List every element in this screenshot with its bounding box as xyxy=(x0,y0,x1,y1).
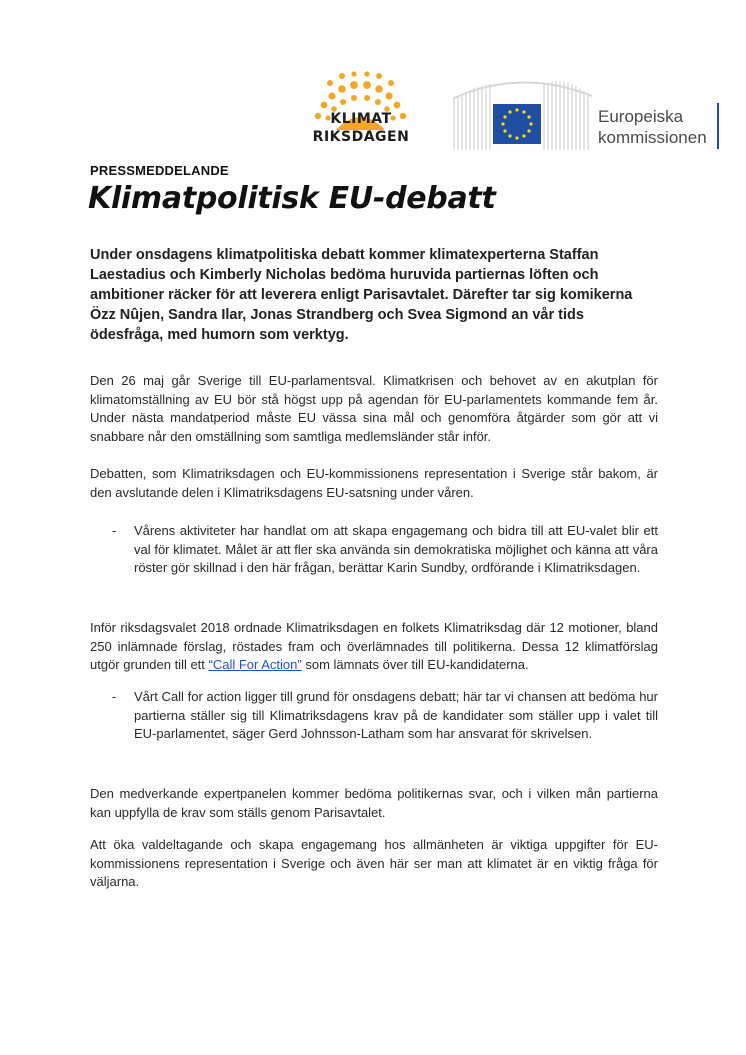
bullet-dash: - xyxy=(112,523,117,538)
bullet-dash: - xyxy=(112,689,117,704)
header-logos xyxy=(300,48,720,158)
lead-paragraph: Under onsdagens klimatpolitiska debatt kommer klimatexperterna Staffan Laestadius och Kimberly Nicholas bedöma huruvida partiernas löften och ambitioner räcker för att leverera enligt Parisavtalet. Därefter tar sig komikerna Özz Nûjen, Sandra Ilar, Jonas Strandberg och Svea Sigmond an vår tids ödesfråga, med humorn som verktyg. xyxy=(90,247,633,343)
body-paragraph-5: Att öka valdeltagande och skapa engagemang hos allmänheten är viktiga uppgifter för EU-kommissionens representation i Sverige och även här ser man att klimatet är en viktig fråga för väljarna. xyxy=(90,837,658,889)
quote-text-2: Vårt Call for action ligger till grund för onsdagens debatt; här tar vi chansen att bedöma hur partierna ställer sig till Klimatriksdagens krav på de kandidater som ställer upp i valet till EU-parlamentet, säger Gerd Johnsson-Latham som har ansvarat för skrivelsen. xyxy=(134,689,658,741)
press-release-kicker: PRESSMEDDELANDE xyxy=(90,163,229,178)
ec-divider-bar xyxy=(717,103,719,149)
ec-name-line-1: Europeiska xyxy=(598,107,684,126)
page-title: Klimatpolitisk EU-debatt xyxy=(88,181,496,216)
body-paragraph-4: Den medverkande expertpanelen kommer bedöma politikernas svar, och i vilken mån partierna kan uppfylla de krav som ställs genom Parisavtalet. xyxy=(90,786,658,820)
call-for-action-link[interactable]: “Call For Action” xyxy=(208,657,302,672)
paragraph-3-text-start: Inför riksdagsvalet 2018 ordnade Klimatriksdagen en folkets Klimatriksdag där 12 motioner, bland 250 inlämnade förslag, röstades fram och överlämnades till politikerna. Dessa 12 klimatförslag utgör grunden till ett xyxy=(90,620,658,672)
klimatriksdagen-logo-text-1: KLIMAT xyxy=(330,111,392,127)
klimatriksdagen-logo-text-2: RIKSDAGEN xyxy=(312,129,410,145)
paragraph-3-text-end: som lämnats över till EU-kandidaterna. xyxy=(301,657,529,672)
body-paragraph-1: Den 26 maj går Sverige till EU-parlamentsval. Klimatkrisen och behovet av en akutplan för klimatomställning av EU bör stå högst upp på agendan för EU-parlamentets kommande fem år. Under nästa mandatperiod måste EU vässa sina mål och genomföra åtgärder som gör att vi snabbare når den omställning som samtliga medlemsländer står inför. xyxy=(90,373,658,444)
ec-name-line-2: kommissionen xyxy=(598,128,707,147)
body-paragraph-3 xyxy=(90,619,658,675)
body-paragraph-2: Debatten, som Klimatriksdagen och EU-kommissionens representation i Sverige står bakom, är den avslutande delen i Klimatriksdagens EU-satsning under våren. xyxy=(90,466,658,500)
quote-text-1: Vårens aktiviteter har handlat om att skapa engagemang och bidra till att EU-valet blir ett val för klimatet. Målet är att fler ska använda sin demokratiska möjlighet och känna att våra röster gör skillnad i den här frågan, berättar Karin Sundby, ordförande i Klimatriksdagen. xyxy=(134,523,658,575)
